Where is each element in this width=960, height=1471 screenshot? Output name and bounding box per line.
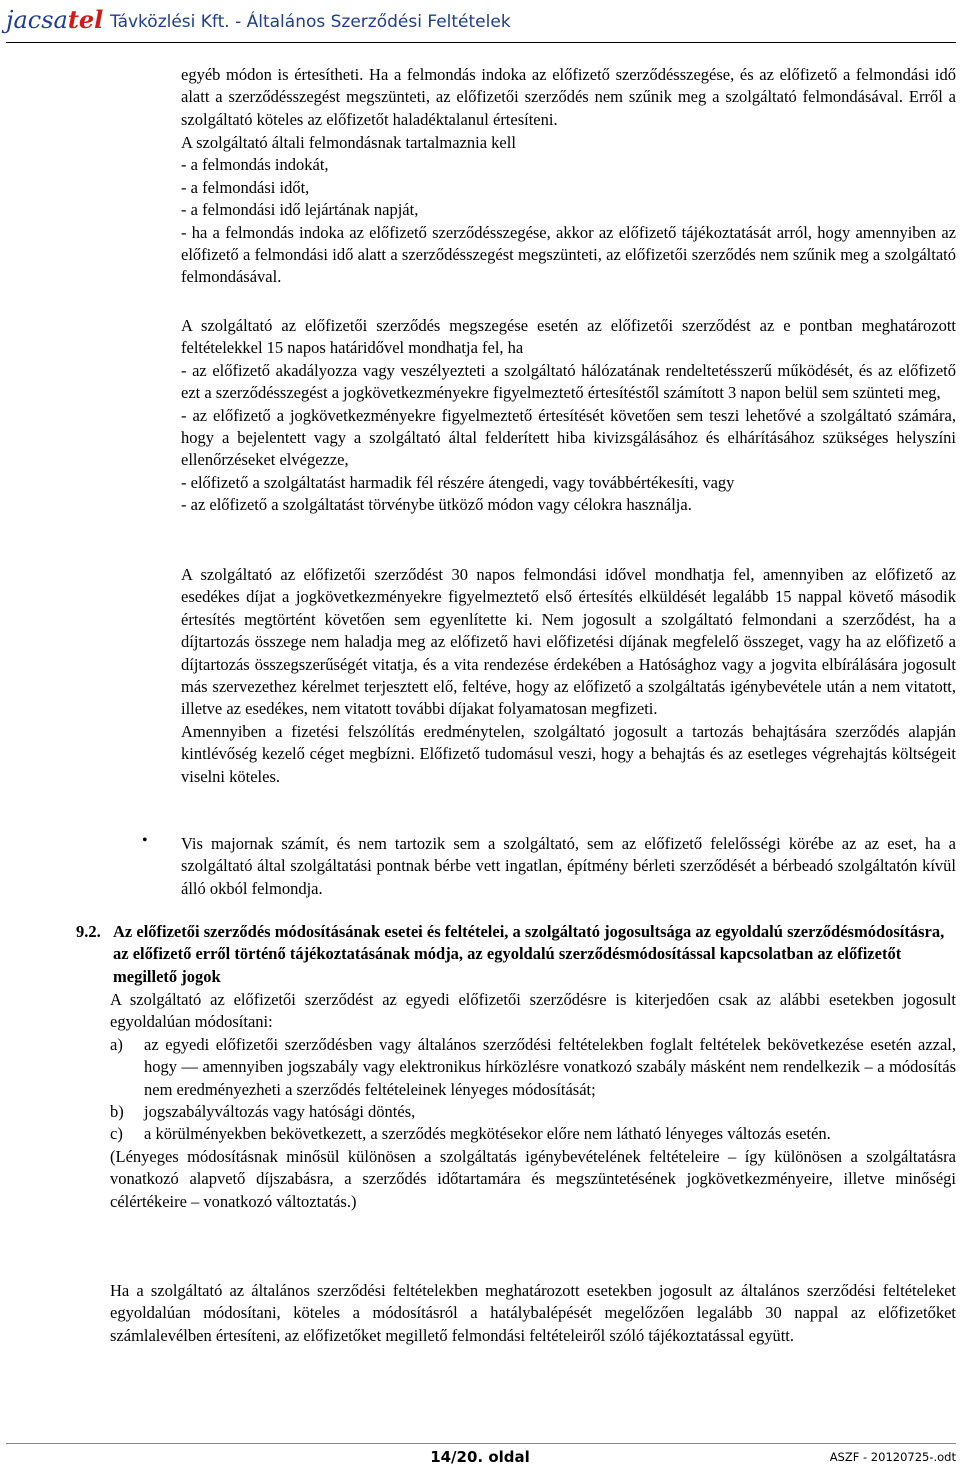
list-item: - az előfizető akadályozza vagy veszélyezteti a szolgáltató hálózatának rendeltetésszerű működését, és az előfizető ezt a szerződésszegést a jogkövetkezményekre figyelmeztető értesítéstől számított 3 napon belül sem szünteti meg, — [181, 360, 956, 403]
list-item-text: az egyedi előfizetői szerződésben vagy általános szerződési feltételekben foglalt feltételek bekövetkezése esetén azzal, hogy — amennyiben jogszabály vagy elektronikus hírközlésre vonatkozó szabály másként nem rendelkezik – a módosítás nem eredményezheti a szerződés feltételeinek lényeges módosítását; — [144, 1034, 956, 1099]
section-intro: A szolgáltató az előfizetői szerződést az egyedi előfizetői szerződésre is kiterjedően csak az alábbi esetekben jogosult egyoldalúan módosítani: — [110, 990, 956, 1032]
bullet-icon: • — [142, 832, 148, 849]
list-item-label: a) — [110, 1034, 123, 1054]
section-note: (Lényeges módosításnak minősül különösen a szolgáltatás igénybevételének feltételeire – így különösen a szolgáltatásra vonatkozó alapvető díjszabásra, a szerződés időtartamára és megszüntetésének jogkövetkezményeire, illetve minőségi célértékeire – vonatkozó változtatás.) — [110, 1146, 956, 1211]
paragraph-text: A szolgáltató az előfizetői szerződést 30 napos felmondási idővel mondhatja fel, amennyiben az előfizető az esedékes díjat a jogkövetkezményekre figyelmeztető első értesítés elküldését legalább 15 nappal követő második értesítés megtörtént követően sem egyenlítette ki. Nem jogosult a szolgáltató felmondani a szerződést, ha a díjtartozás összege nem haladja meg az előfizető havi előfizetési díjának megfelelő összeget, vagy ha az előfizető a díjtartozás összegszerűségét vitatja, és a vita rendezése érdekében a Hatósághoz vagy a jogvita elbírálására jogosult más szervezethez kérelmet terjesztett elő, feltéve, hogy az előfizető a szolgáltatás igénybevétele után a nem vitatott, illetve az esedékes, nem vitatott további díjakat folyamatosan megfizeti. — [181, 565, 956, 719]
paragraph-payment-termination — [181, 564, 956, 788]
list-item: - a felmondási idő lejártának napját, — [181, 200, 419, 220]
list-intro: A szolgáltató általi felmondásnak tartalmaznia kell — [181, 133, 516, 152]
list-item — [110, 1123, 956, 1145]
footer-divider — [6, 1443, 956, 1444]
header-title: Távközlési Kft. - Általános Szerződési Feltételek — [110, 12, 511, 32]
list-item-text: jogszabályváltozás vagy hatósági döntés, — [144, 1102, 416, 1122]
list-item: - a felmondás indokát, — [181, 155, 329, 175]
bullet-item-vis-major — [181, 833, 956, 900]
company-logo — [6, 6, 103, 34]
list-item-label: c) — [110, 1124, 123, 1144]
logo-text-part2: tel — [67, 5, 104, 34]
list-item: - előfizető a szolgáltatást harmadik fél részére átengedi, vagy továbbértékesíti, vagy — [181, 472, 735, 492]
file-name: ASZF - 20120725-.odt — [829, 1450, 956, 1464]
list-item: - az előfizető a szolgáltatást törvénybe ütköző módon vagy célokra használja. — [181, 495, 692, 515]
paragraph-text: A szolgáltató az előfizetői szerződés megszegése esetén az előfizetői szerződést az e pontban meghatározott feltételekkel 15 napos határidővel mondhatja fel, ha — [181, 316, 956, 358]
paragraph-asz-modification — [110, 1280, 956, 1347]
list-item-label: b) — [110, 1102, 124, 1122]
list-item: - az előfizető a jogkövetkezményekre figyelmeztető értesítését követően sem teszi lehetővé a szolgáltató számára, hogy a bejelentett vagy a szolgáltató által felderített hiba kivizsgálásához és elhárításához szükséges helyszíni ellenőrzéseket elvégezze, — [181, 405, 956, 470]
logo-text-part1: jacsa — [6, 6, 68, 34]
list-item: - ha a felmondás indoka az előfizető szerződésszegése, akkor az előfizető tájékoztatását arról, hogy amennyiben az előfizető a felmondási idő alatt a szerződésszegést megszünteti, az előfizetői szerződés nem szűnik meg a szolgáltató felmondásával. — [181, 222, 956, 287]
list-item-text: a körülményekben bekövetkezett, a szerződés megkötésekor előre nem látható lényeges változás esetén. — [144, 1124, 831, 1144]
page-header — [6, 6, 956, 43]
section-body — [110, 989, 956, 1213]
paragraph-termination-notice — [181, 64, 956, 131]
page-number: 14/20. oldal — [430, 1448, 530, 1466]
section-heading: Az előfizetői szerződés módosításának esetei és feltételei, a szolgáltató jogosultsága az egyoldalú szerződésmódosításra, az előfizető erről történő tájékoztatásának módja, az egyoldalú szerződésmódosítással kapcsolatban az előfizetőt megillető jogok — [113, 922, 945, 986]
termination-content-list — [181, 132, 956, 289]
list-item — [110, 1034, 956, 1101]
paragraph-text: egyéb módon is értesítheti. Ha a felmondás indoka az előfizető szerződésszegése, és az előfizető a felmondási idő alatt a szerződésszegést megszünteti, az előfizetői szerződés nem szűnik meg a szolgáltató felmondásával. Erről a szolgáltató köteles az előfizetőt haladéktalanul értesíteni. — [181, 65, 956, 129]
paragraph-text: Ha a szolgáltató az általános szerződési feltételekben meghatározott esetekben jogosult az általános szerződési feltételeket egyoldalúan módosítani, köteles a módosításról a hatálybalépését megelőzően legalább 30 nappal az előfizetőket számlalevélben értesíteni, az előfizetőket megillető felmondási feltételeiről szóló tájékoztatással együtt. — [110, 1281, 956, 1345]
list-item — [110, 1101, 956, 1123]
list-item: - a felmondási időt, — [181, 177, 310, 197]
section-number: 9.2. — [76, 922, 101, 941]
bullet-text: Vis majornak számít, és nem tartozik sem a szolgáltató, sem az előfizető felelősségi körébe az az eset, ha a szolgáltató által szolgáltatási pontnak bérbe vett ingatlan, építmény bérleti szerződését a bérbeadó szolgáltatón kívül álló okból felmondja. — [181, 834, 956, 898]
paragraph-breach-termination — [181, 315, 956, 517]
paragraph-text: Amennyiben a fizetési felszólítás eredménytelen, szolgáltató jogosult a tartozás behajtására szerződés alapján kintlévőség kezelő céget megbízni. Előfizető tudomásul veszi, hogy a behajtás és az esetleges végrehajtás költségeit viselni köteles. — [181, 721, 956, 786]
